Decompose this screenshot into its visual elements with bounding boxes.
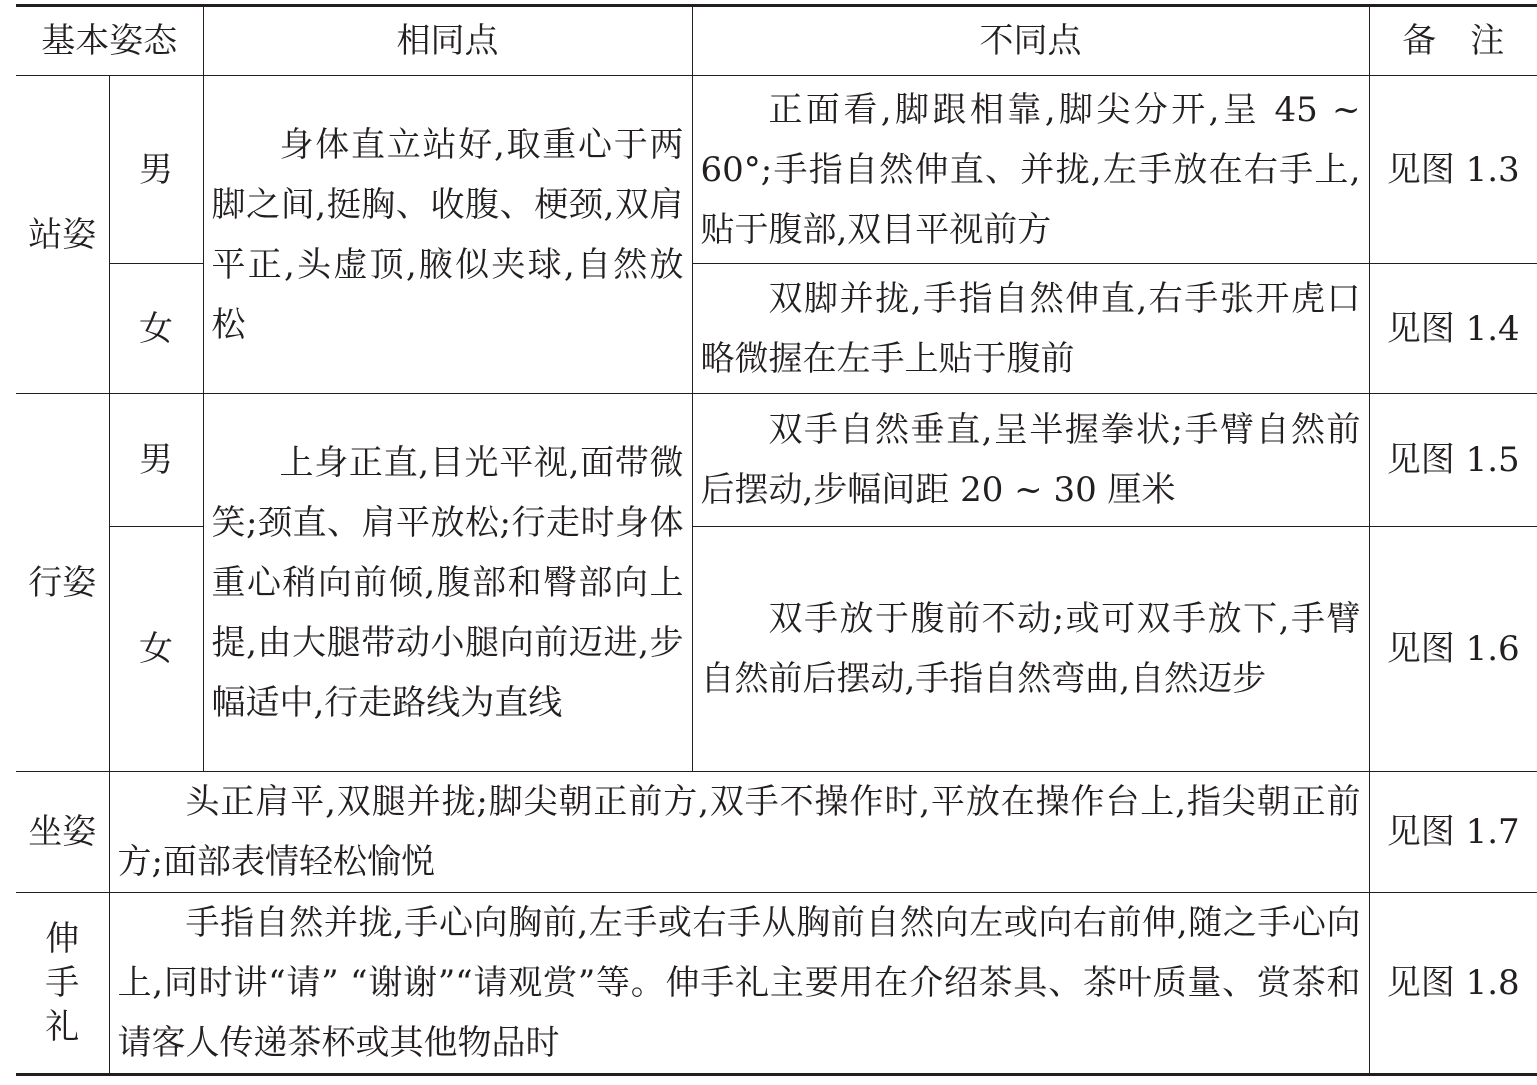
header-same: 相同点 bbox=[203, 6, 692, 76]
note-sitting: 见图 1.7 bbox=[1369, 772, 1537, 893]
diff-standing-male: 正面看,脚跟相靠,脚尖分开,呈 45 ~ 60°;手指自然伸直、并拢,左手放在右手上,贴于腹部,双目平视前方 bbox=[692, 76, 1369, 264]
posture-label-gesture bbox=[16, 893, 109, 1075]
posture-table bbox=[16, 4, 1537, 1076]
header-note: 备 注 bbox=[1369, 6, 1537, 76]
same-standing: 身体直立站好,取重心于两脚之间,挺胸、收腹、梗颈,双肩平正,头虚顶,腋似夹球,自然放松 bbox=[203, 76, 692, 394]
text-gesture: 手指自然并拢,手心向胸前,左手或右手从胸前自然向左或向右前伸,随之手心向上,同时讲“请” “谢谢”“请观赏”等。伸手礼主要用在介绍茶具、茶叶质量、赏茶和请客人传递茶杯或其他物品时 bbox=[109, 893, 1369, 1075]
diff-walking-male: 双手自然垂直,呈半握拳状;手臂自然前后摆动,步幅间距 20 ~ 30 厘米 bbox=[692, 394, 1369, 527]
header-posture: 基本姿态 bbox=[16, 6, 203, 76]
text-sitting: 头正肩平,双腿并拢;脚尖朝正前方,双手不操作时,平放在操作台上,指尖朝正前方;面部表情轻松愉悦 bbox=[109, 772, 1369, 893]
gender-male: 男 bbox=[109, 394, 203, 527]
diff-walking-female: 双手放于腹前不动;或可双手放下,手臂自然前后摆动,手指自然弯曲,自然迈步 bbox=[692, 527, 1369, 772]
table-row bbox=[16, 772, 1537, 893]
gender-female: 女 bbox=[109, 264, 203, 394]
posture-label-gesture-text: 伸手礼 bbox=[45, 919, 80, 1047]
note-walking-female: 见图 1.6 bbox=[1369, 527, 1537, 772]
table-row bbox=[16, 394, 1537, 527]
gender-female: 女 bbox=[109, 527, 203, 772]
table-row bbox=[16, 893, 1537, 1075]
posture-label-standing: 站姿 bbox=[16, 76, 109, 394]
gender-male: 男 bbox=[109, 76, 203, 264]
diff-standing-female: 双脚并拢,手指自然伸直,右手张开虎口略微握在左手上贴于腹前 bbox=[692, 264, 1369, 394]
note-gesture: 见图 1.8 bbox=[1369, 893, 1537, 1075]
table-row bbox=[16, 76, 1537, 264]
same-walking: 上身正直,目光平视,面带微笑;颈直、肩平放松;行走时身体重心稍向前倾,腹部和臀部向上提,由大腿带动小腿向前迈进,步幅适中,行走路线为直线 bbox=[203, 394, 692, 772]
posture-label-sitting: 坐姿 bbox=[16, 772, 109, 893]
posture-label-walking: 行姿 bbox=[16, 394, 109, 772]
header-diff: 不同点 bbox=[692, 6, 1369, 76]
note-standing-female: 见图 1.4 bbox=[1369, 264, 1537, 394]
table-header-row bbox=[16, 6, 1537, 76]
note-standing-male: 见图 1.3 bbox=[1369, 76, 1537, 264]
note-walking-male: 见图 1.5 bbox=[1369, 394, 1537, 527]
